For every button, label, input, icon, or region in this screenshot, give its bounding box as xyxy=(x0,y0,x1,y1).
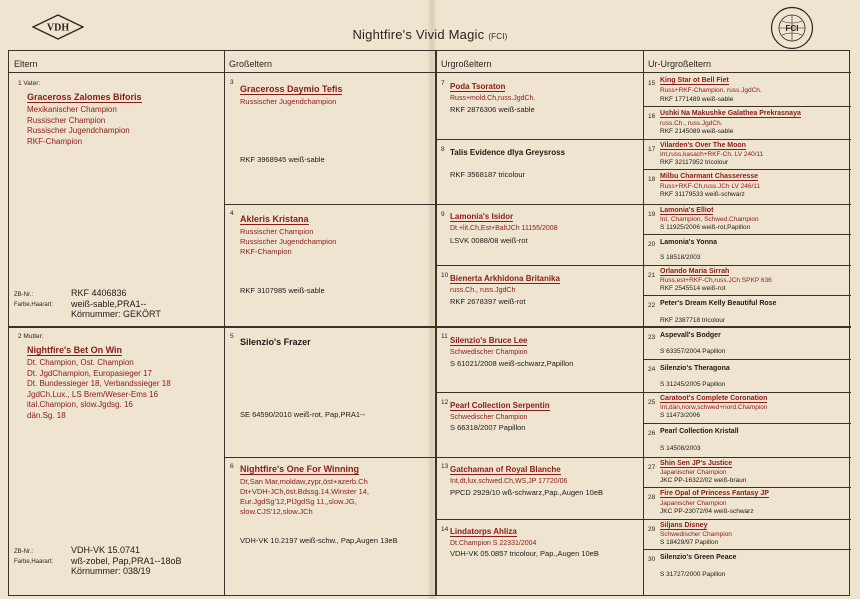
grandparent-cell-4 xyxy=(225,205,435,326)
grandparent-cell-6 xyxy=(225,458,435,597)
gg-grandparent-cell-23 xyxy=(644,328,851,359)
cell-number: 9 xyxy=(441,211,445,218)
sire-titles xyxy=(27,105,130,147)
great-grandparent-cell-7 xyxy=(437,74,643,139)
cell-number: 15 xyxy=(648,80,656,87)
great-grandparent-cell-10 xyxy=(437,266,643,326)
farbe-label: Farbe,Haarart: xyxy=(14,559,54,565)
title-line: JgdCh.Lux., LS Brem/Weser-Ems 16 xyxy=(27,389,159,399)
great-grandparent-name: Lamonia's Isidor xyxy=(450,212,514,221)
sire-name: Graceross Zalomes Biforis xyxy=(27,92,142,102)
cell-number: 5 xyxy=(230,333,234,340)
gg-grandparent-name: Fire Opal of Princess Fantasy JP xyxy=(660,490,769,497)
title-line: Russ+mold.Ch,russ.JgdCh. xyxy=(450,95,536,102)
gg-grandparent-reg: S 11473/2006 xyxy=(660,412,700,419)
sire-meta-values xyxy=(71,288,161,320)
title-line: Dt.+lit.Ch,Est+BaltJCh 11155/2008 xyxy=(450,225,558,232)
page-title xyxy=(0,27,860,42)
title-line: Russischer Champion xyxy=(240,227,314,236)
great-grandparent-reg: S 66318/2007 Papillon xyxy=(450,423,526,432)
grandparent-name: Nightfire's One For Winning xyxy=(240,464,360,474)
title-line: slow.CJS'12,slow.JCh xyxy=(240,507,313,516)
title-line: Russischer Jugendchampion xyxy=(240,97,337,106)
dam-meta-values xyxy=(71,545,182,577)
zb-label: ZB-Nr.: xyxy=(14,549,33,555)
great-grandparent-cell-11 xyxy=(437,328,643,392)
great-grandparent-reg: PPCD 2929/10 wß-schwarz,Pap.,Augen 10eB xyxy=(450,488,603,497)
gg-grandparent-name: Milbu Charmant Chasseresse xyxy=(660,173,759,180)
great-grandparent-name: Gatchaman of Royal Blanche xyxy=(450,465,561,474)
cell-number: 8 xyxy=(441,146,445,153)
dam-cell xyxy=(9,328,224,597)
col-header-grosseltern: Großeltern xyxy=(224,51,436,73)
title-line: Schwedischer Champion xyxy=(660,531,732,538)
gg-grandparent-titles xyxy=(660,277,772,285)
cell-number: 23 xyxy=(648,334,656,341)
gg-grandparent-reg: RKF 2545514 weiß-rot xyxy=(660,285,726,292)
grandparent-titles xyxy=(240,97,336,107)
gg-grandparent-name: Vilarden's Over The Moon xyxy=(660,142,746,149)
great-grandparent-titles xyxy=(450,539,536,548)
great-grandparent-name: Talis Evidence dlya Greysross xyxy=(450,148,566,157)
gg-grandparent-cell-25 xyxy=(644,393,851,423)
great-grandparent-name: Poda Tsoraton xyxy=(450,82,506,91)
gg-grandparent-cell-27 xyxy=(644,458,851,487)
col-header-eltern: Eltern xyxy=(9,51,224,73)
cell-number: 25 xyxy=(648,399,656,406)
great-grandparent-titles xyxy=(450,286,515,295)
cell-number: 11 xyxy=(441,333,448,340)
gg-grandparent-titles xyxy=(660,469,726,477)
title-line: ital.Champion, slow.Jgdsg. 16 xyxy=(27,400,133,409)
great-grandparent-titles xyxy=(450,413,527,422)
title-line: Mexikanischer Champion xyxy=(27,105,117,114)
great-grandparent-reg: RKF 3568187 tricolour xyxy=(450,170,526,179)
title-line: Dt+VDH-JCh,öst.Bdssg.14,Winster 14, xyxy=(240,487,370,496)
great-grandparent-name: Bienerta Arkhidona Britanika xyxy=(450,274,560,283)
title-line: Int. Champion, Schwed.Champion xyxy=(660,216,759,223)
gg-grandparent-name: Orlando Maria Sirrah xyxy=(660,268,730,275)
gg-grandparent-name: Peter's Dream Kelly Beautiful Rose xyxy=(660,300,777,307)
great-grandparent-titles xyxy=(450,94,535,103)
great-grandparent-titles xyxy=(450,348,527,357)
gg-grandparent-reg: S 11925/2006 weiß-rot,Papillon xyxy=(660,224,751,231)
gg-grandparent-titles xyxy=(660,531,732,539)
title-line: Schwedischer Champion xyxy=(450,349,528,356)
grandparent-name: Graceross Daymio Tefis xyxy=(240,84,343,94)
title-line: Int,russ,kasach+RKF-Ch. LV 240/11 xyxy=(660,151,764,158)
zb-label: ZB-Nr.: xyxy=(14,292,33,298)
gg-grandparent-cell-19 xyxy=(644,205,851,234)
gg-grandparent-name: Pearl Collection Kristall xyxy=(660,428,739,435)
great-grandparent-name: Pearl Collection Serpentin xyxy=(450,401,550,410)
cell-number: 18 xyxy=(648,176,656,183)
gg-grandparent-titles xyxy=(660,216,759,224)
gg-grandparent-cell-16 xyxy=(644,107,851,139)
zb-value: VDH-VK 15.0741 xyxy=(71,545,141,555)
title-line: Dt.Champion S 22331/2004 xyxy=(450,540,537,547)
title-line: Japanischer Champion xyxy=(660,500,727,507)
gg-grandparent-titles xyxy=(660,183,760,191)
gg-grandparent-titles xyxy=(660,404,768,412)
gg-grandparent-name: Siljans Disney xyxy=(660,522,708,529)
gg-grandparent-cell-28 xyxy=(644,488,851,519)
gg-grandparent-titles xyxy=(660,87,762,95)
gg-grandparent-titles xyxy=(660,120,723,128)
gg-grandparent-cell-18 xyxy=(644,170,851,204)
title-line: russ.Ch., russ.JgdCh xyxy=(450,287,516,294)
great-grandparent-titles xyxy=(450,477,567,486)
cell-number: 10 xyxy=(441,272,449,279)
great-grandparent-reg: S 61021/2008 weiß-schwarz,Papillon xyxy=(450,359,574,368)
title-suffix: (FCI) xyxy=(488,32,508,41)
great-grandparent-reg: RKF 2678397 weiß-rot xyxy=(450,297,526,306)
cell-number: 27 xyxy=(648,464,656,471)
farbe-label: Farbe,Haarart: xyxy=(14,302,54,308)
cell-number: 29 xyxy=(648,526,656,533)
cell-number: 17 xyxy=(648,146,656,153)
grandparent-name: Akleris Kristana xyxy=(240,214,309,224)
gg-grandparent-reg: RKF 31179533 weiß-schwarz xyxy=(660,191,745,198)
vdh-logo-text: VDH xyxy=(46,22,70,34)
great-grandparent-titles xyxy=(450,224,558,233)
grandparent-reg: VDH-VK 10.2197 weiß-schw., Pap,Augen 13eB xyxy=(240,536,398,545)
gg-grandparent-cell-24 xyxy=(644,360,851,392)
farbe-value: weiß-sable,PRA1-- xyxy=(71,298,147,309)
col-header-urgrosseltern: Urgroßeltern xyxy=(436,51,643,73)
gg-grandparent-titles xyxy=(660,151,763,159)
zb-value: RKF 4406836 xyxy=(71,288,127,298)
sire-meta-labels xyxy=(14,290,53,310)
gg-grandparent-reg: RKF 1771489 weiß-sable xyxy=(660,96,734,103)
gg-grandparent-reg: S 31245/2005 Papillon xyxy=(660,381,726,388)
dam-name: Nightfire's Bet On Win xyxy=(27,345,123,355)
cell-number: 30 xyxy=(648,556,656,563)
gg-grandparent-name: Silenzio's Theragona xyxy=(660,365,730,372)
gg-grandparent-reg: S 18429/97 Papillon xyxy=(660,539,719,546)
gg-grandparent-reg: RKF 2145089 weiß-sable xyxy=(660,128,734,135)
cell-number: 24 xyxy=(648,366,656,373)
col-header-ururgrosseltern: Ur-Urgroßeltern xyxy=(643,51,851,73)
fci-logo-text: FCI xyxy=(785,24,799,33)
farbe-value: wß-zobel, Pap,PRA1--18oB xyxy=(71,555,182,566)
gg-grandparent-name: Lamonia's Yonna xyxy=(660,239,718,246)
great-grandparent-reg: RKF 2876306 weiß-sable xyxy=(450,105,535,114)
gg-grandparent-titles xyxy=(660,500,726,508)
gg-grandparent-reg: RKF 2387718 tricolour xyxy=(660,317,726,324)
gg-grandparent-reg: S 18518/2003 xyxy=(660,254,701,261)
cell-number: 28 xyxy=(648,494,656,501)
gg-grandparent-cell-26 xyxy=(644,424,851,457)
gg-grandparent-cell-20 xyxy=(644,235,851,265)
gg-grandparent-name: Shin Sen JP's Justice xyxy=(660,460,733,467)
cell-number: 6 xyxy=(230,463,234,470)
gg-grandparent-cell-22 xyxy=(644,296,851,326)
gg-grandparent-cell-21 xyxy=(644,266,851,295)
great-grandparent-name: Silenzio's Bruce Lee xyxy=(450,336,528,345)
title-line: Russischer Champion xyxy=(27,115,106,125)
title-line: Int,dt,lux.schwed.Ch,WS,JP 17720/06 xyxy=(450,478,568,485)
title-line: dän.Sg. 18 xyxy=(27,410,66,420)
cell-number: 12 xyxy=(441,399,449,406)
grandparent-titles xyxy=(240,477,369,517)
pedigree-table xyxy=(8,50,850,596)
cell-number: 14 xyxy=(441,526,449,533)
title-line: Russischer Jugendchampion xyxy=(240,237,337,246)
great-grandparent-cell-13 xyxy=(437,458,643,519)
great-grandparent-name: Lindatorps Ahliza xyxy=(450,527,517,536)
dog-name-title: Nightfire's Vivid Magic xyxy=(352,27,485,42)
gg-grandparent-name: Aspevall's Bodger xyxy=(660,332,721,339)
gg-grandparent-reg: S 31727/2000 Papillon xyxy=(660,571,726,578)
gg-grandparent-reg: JKC PP-23072/04 weiß-schwarz xyxy=(660,508,754,515)
title-line: RKF-Champion xyxy=(27,136,83,146)
gg-grandparent-reg: JKC PP-16322/02 weiß-braun xyxy=(660,477,747,484)
great-grandparent-cell-12 xyxy=(437,393,643,457)
gg-grandparent-name: Caratoot's Complete Coronation xyxy=(660,395,768,402)
grandparent-cell-5 xyxy=(225,328,435,457)
grandparent-reg: RKF 3968945 weiß-sable xyxy=(240,155,325,164)
sire-cell xyxy=(9,74,224,326)
title-line: Int,dän,norw,schwed+nord.Champion xyxy=(660,404,768,411)
cell-number: 19 xyxy=(648,211,656,218)
cell-number: 13 xyxy=(441,463,449,470)
title-line: Dt. Bundessieger 18, Verbandssieger 18 xyxy=(27,379,171,388)
title-line: Schwedischer Champion xyxy=(450,414,528,421)
great-grandparent-cell-9 xyxy=(437,205,643,265)
title-line: Japanischer Champion xyxy=(660,469,727,476)
great-grandparent-cell-14 xyxy=(437,520,643,597)
title-line: Russ+RKF-Champion, russ.JgdCh. xyxy=(660,87,762,94)
great-grandparent-cell-8 xyxy=(437,140,643,204)
cell-number: 3 xyxy=(230,79,234,86)
dam-meta-labels xyxy=(14,547,53,567)
title-line: Dt. JgdChampion, Europasieger 17 xyxy=(27,368,152,378)
grandparent-reg: SE 64590/2010 weiß-rot, Pap,PRA1-- xyxy=(240,410,366,419)
title-line: Dt. Champion, Ost. Champion xyxy=(27,358,134,367)
grandparent-name: Silenzio's Frazer xyxy=(240,337,311,347)
cell-number: 22 xyxy=(648,302,656,309)
cell-number: 20 xyxy=(648,241,656,248)
gg-grandparent-name: Ushki Na Makushke Galathea Prekrasnaya xyxy=(660,110,801,117)
grandparent-titles xyxy=(240,227,336,257)
gg-grandparent-reg: RKF 32117952 tricolour xyxy=(660,159,729,166)
gg-grandparent-reg: S 63357/2004 Papillon xyxy=(660,348,726,355)
dam-titles xyxy=(27,358,171,421)
great-grandparent-reg: VDH-VK 05.0857 tricolour, Pap.,Augen 10eB xyxy=(450,549,599,558)
koernummer: Körnummer: GEKÖRT xyxy=(71,309,161,319)
cell-number: 7 xyxy=(441,80,445,87)
gg-grandparent-cell-29 xyxy=(644,520,851,549)
great-grandparent-reg: LSVK 0088/08 weiß-rot xyxy=(450,236,528,245)
title-line: Russischer Jugendchampion xyxy=(27,126,130,135)
gg-grandparent-name: Lamonia's Elliot xyxy=(660,207,714,214)
gg-grandparent-cell-15 xyxy=(644,74,851,106)
gg-grandparent-name: King Star ot Bell Fiet xyxy=(660,77,729,84)
cell-number: 16 xyxy=(648,113,656,120)
dam-label: 2 Mutter: xyxy=(18,333,44,340)
title-line: Russ,est+RKF-Ch,russ.JCh SPKP 636 xyxy=(660,277,772,284)
cell-number: 26 xyxy=(648,430,656,437)
gg-grandparent-name: Silenzio's Green Peace xyxy=(660,554,737,561)
gg-grandparent-reg: S 14508/2003 xyxy=(660,445,701,452)
grandparent-reg: RKF 3107985 weiß-sable xyxy=(240,286,325,295)
grandparent-cell-3 xyxy=(225,74,435,204)
title-line: Eur.JgdSg'12,PlJgdSg 11,,slow.JG, xyxy=(240,497,357,506)
gg-grandparent-cell-17 xyxy=(644,140,851,169)
title-line: Dt,San Mar,moldaw,zypr,öst+azerb.Ch xyxy=(240,477,368,486)
gg-grandparent-cell-30 xyxy=(644,550,851,597)
koernummer: Körnummer: 038/19 xyxy=(71,566,151,576)
sire-label: 1 Vater: xyxy=(18,80,41,87)
cell-number: 4 xyxy=(230,210,234,217)
cell-number: 21 xyxy=(648,272,656,279)
title-line: RKF-Champion xyxy=(240,247,292,256)
title-line: Russ+RKF-Ch,russ.JCh LV 246/11 xyxy=(660,183,761,190)
title-line: russ.Ch., russ.JgdCh. xyxy=(660,120,723,127)
